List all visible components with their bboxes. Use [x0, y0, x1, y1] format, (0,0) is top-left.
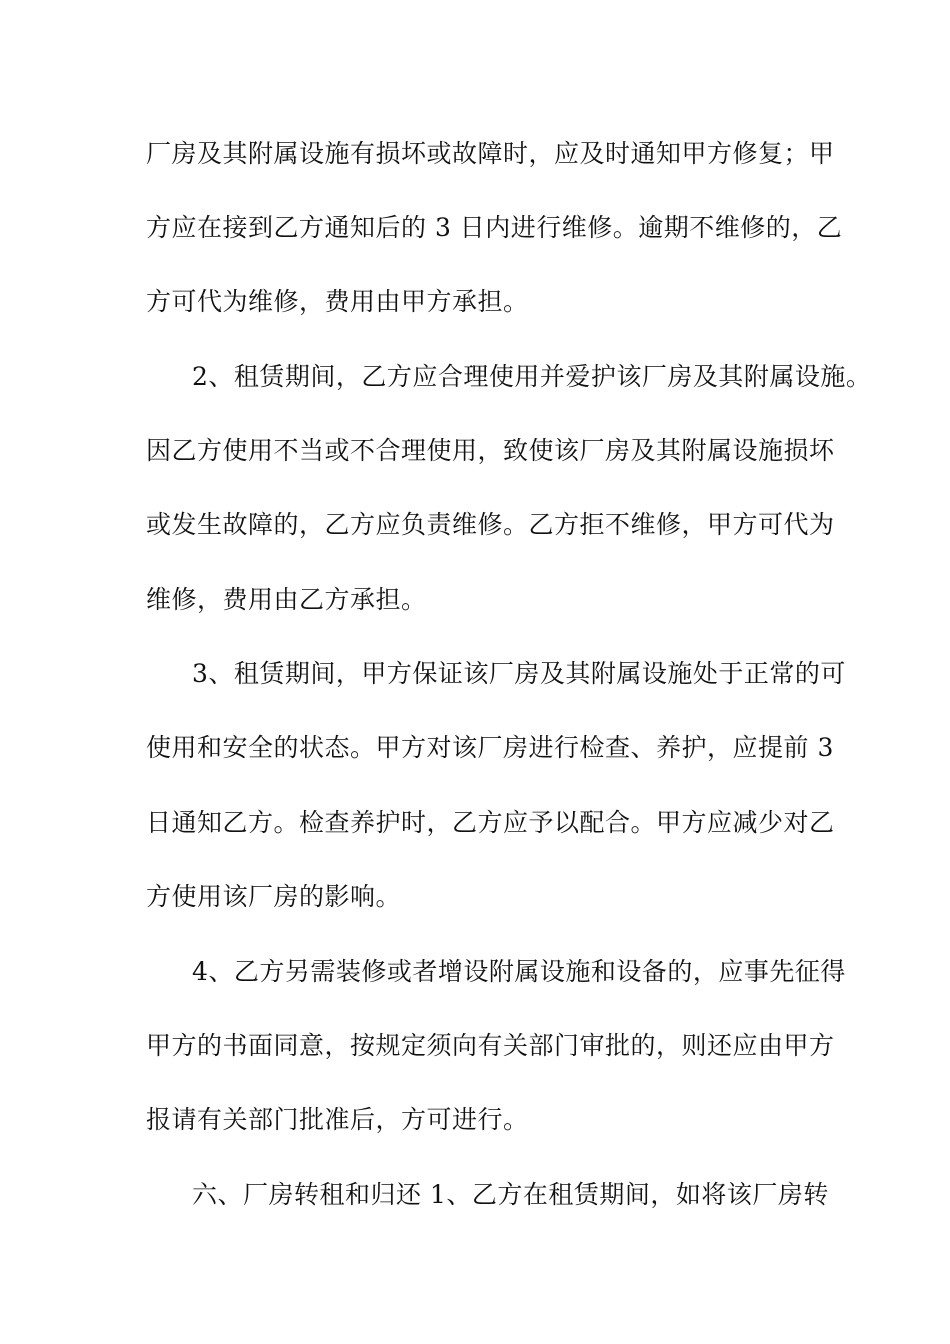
paragraph-start-line: 2、租赁期间，乙方应合理使用并爱护该厂房及其附属设施。 — [192, 362, 872, 391]
text-line: 因乙方使用不当或不合理使用，致使该厂房及其附属设施损坏 — [146, 436, 835, 465]
text-line: 方应在接到乙方通知后的 3 日内进行维修。逾期不维修的，乙 — [146, 213, 843, 242]
text-line: 报请有关部门批准后，方可进行。 — [146, 1105, 529, 1134]
section-heading-line: 六、厂房转租和归还 1、乙方在租赁期间，如将该厂房转 — [192, 1180, 829, 1209]
text-line: 甲方的书面同意，按规定须向有关部门审批的，则还应由甲方 — [146, 1031, 835, 1060]
paragraph-start-line: 3、租赁期间，甲方保证该厂房及其附属设施处于正常的可 — [192, 659, 846, 688]
text-line: 或发生故障的，乙方应负责维修。乙方拒不维修，甲方可代为 — [146, 510, 835, 539]
text-line: 方可代为维修，费用由甲方承担。 — [146, 287, 529, 316]
text-line: 日通知乙方。检查养护时，乙方应予以配合。甲方应减少对乙 — [146, 808, 835, 837]
text-line: 厂房及其附属设施有损坏或故障时，应及时通知甲方修复；甲 — [146, 139, 835, 168]
text-line: 使用和安全的状态。甲方对该厂房进行检查、养护，应提前 3 — [146, 733, 834, 762]
text-line: 方使用该厂房的影响。 — [146, 882, 402, 911]
paragraph-start-line: 4、乙方另需装修或者增设附属设施和设备的，应事先征得 — [192, 957, 846, 986]
text-line: 维修，费用由乙方承担。 — [146, 585, 427, 614]
